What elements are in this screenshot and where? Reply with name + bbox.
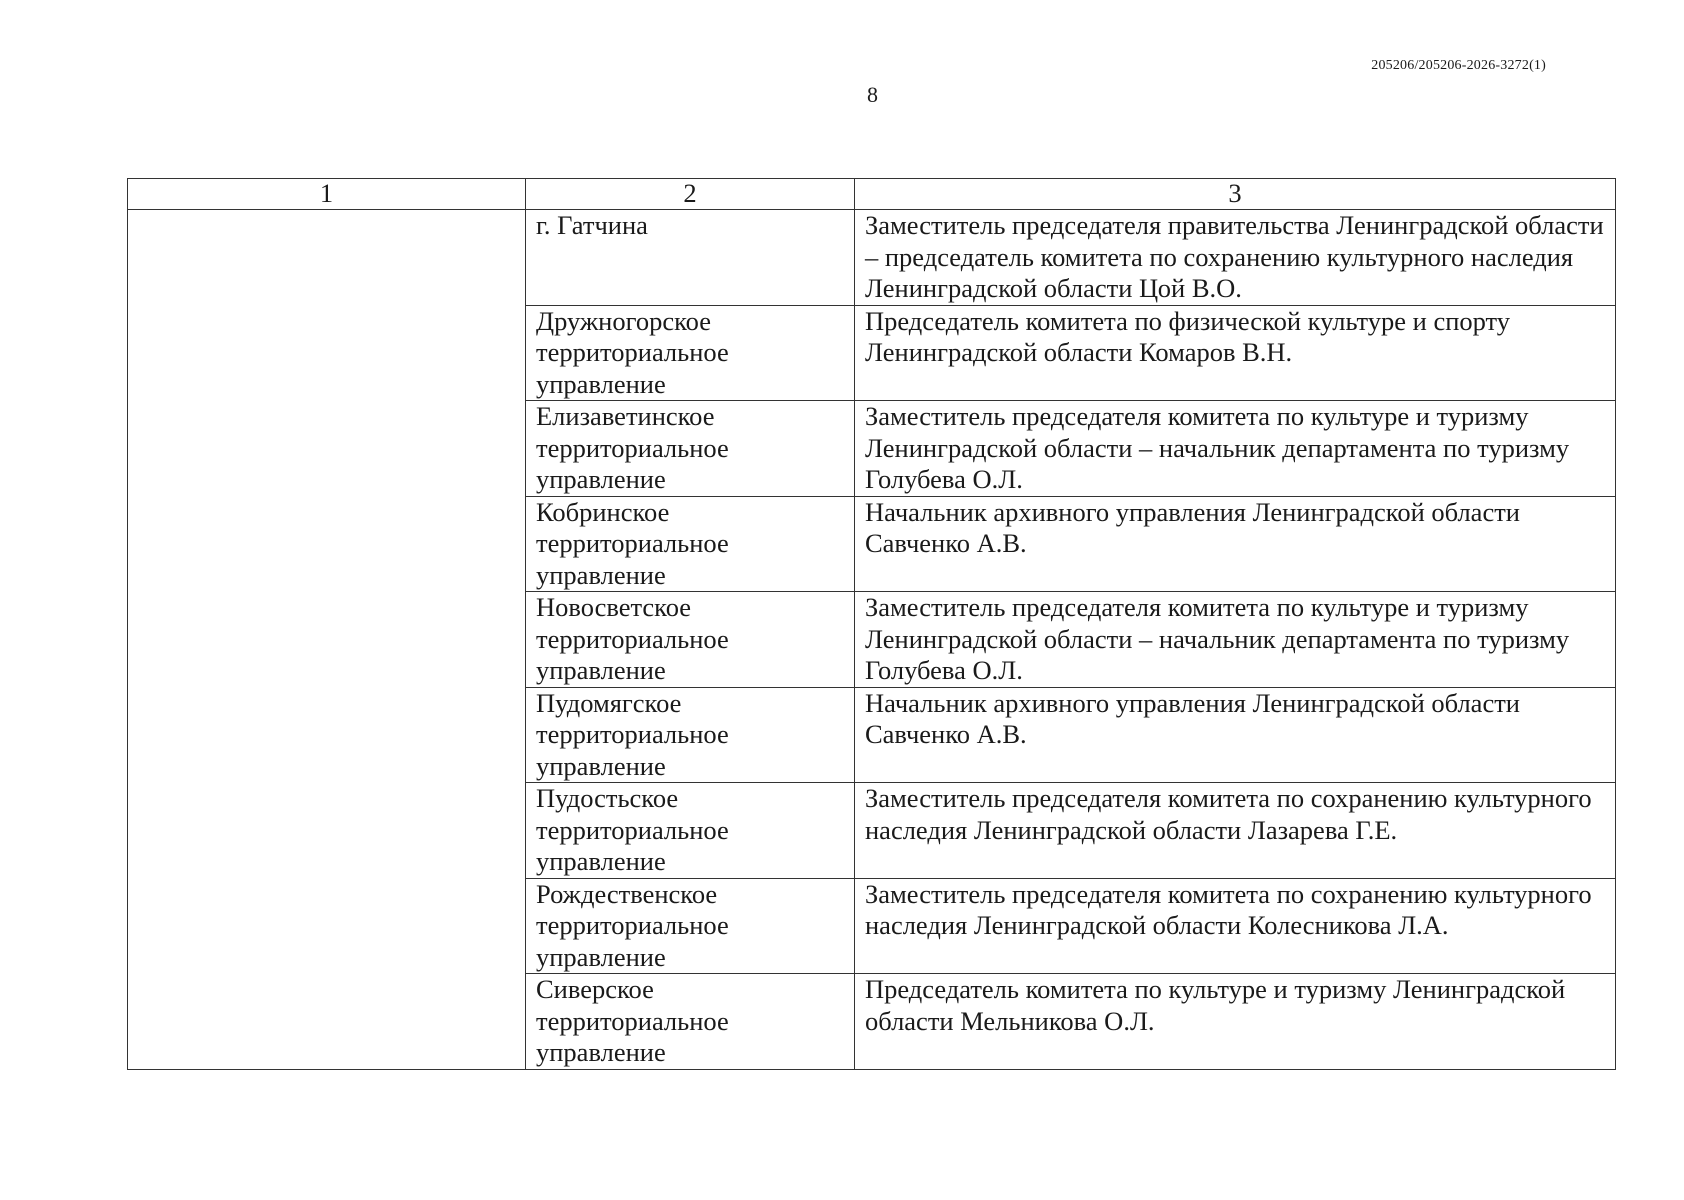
assignment-table: [127, 178, 1616, 1070]
territory-cell: Кобринское территориальное управление: [526, 496, 855, 592]
territory-cell: Сиверское территориальное управление: [526, 974, 855, 1070]
official-cell: Заместитель председателя правительства Ленинградской области – председатель комитета по сохранению культурного наследия Ленинградской области Цой В.О.: [855, 210, 1616, 306]
territory-cell: Рождественское территориальное управление: [526, 878, 855, 974]
territory-cell: Пудомягское территориальное управление: [526, 687, 855, 783]
table-header-row: [128, 179, 1616, 210]
territory-cell: Дружногорское территориальное управление: [526, 305, 855, 401]
column-1-cell: [128, 210, 526, 1070]
column-header-1: 1: [128, 179, 526, 210]
official-cell: Председатель комитета по физической культуре и спорту Ленинградской области Комаров В.Н.: [855, 305, 1616, 401]
territory-cell: Елизаветинское территориальное управление: [526, 401, 855, 497]
official-cell: Заместитель председателя комитета по культуре и туризму Ленинградской области – начальник департамента по туризму Голубева О.Л.: [855, 592, 1616, 688]
column-header-3: 3: [855, 179, 1616, 210]
column-header-2: 2: [526, 179, 855, 210]
official-cell: Председатель комитета по культуре и туризму Ленинградской области Мельникова О.Л.: [855, 974, 1616, 1070]
official-cell: Заместитель председателя комитета по сохранению культурного наследия Ленинградской области Лазарева Г.Е.: [855, 783, 1616, 879]
document-id: 205206/205206-2026-3272(1): [1371, 58, 1546, 73]
territory-cell: Новосветское территориальное управление: [526, 592, 855, 688]
page-number: 8: [867, 82, 878, 107]
official-cell: Начальник архивного управления Ленинградской области Савченко А.В.: [855, 496, 1616, 592]
territory-cell: г. Гатчина: [526, 210, 855, 306]
table-row: [128, 210, 1616, 306]
territory-cell: Пудостьское территориальное управление: [526, 783, 855, 879]
official-cell: Заместитель председателя комитета по сохранению культурного наследия Ленинградской области Колесникова Л.А.: [855, 878, 1616, 974]
official-cell: Начальник архивного управления Ленинградской области Савченко А.В.: [855, 687, 1616, 783]
official-cell: Заместитель председателя комитета по культуре и туризму Ленинградской области – начальник департамента по туризму Голубева О.Л.: [855, 401, 1616, 497]
